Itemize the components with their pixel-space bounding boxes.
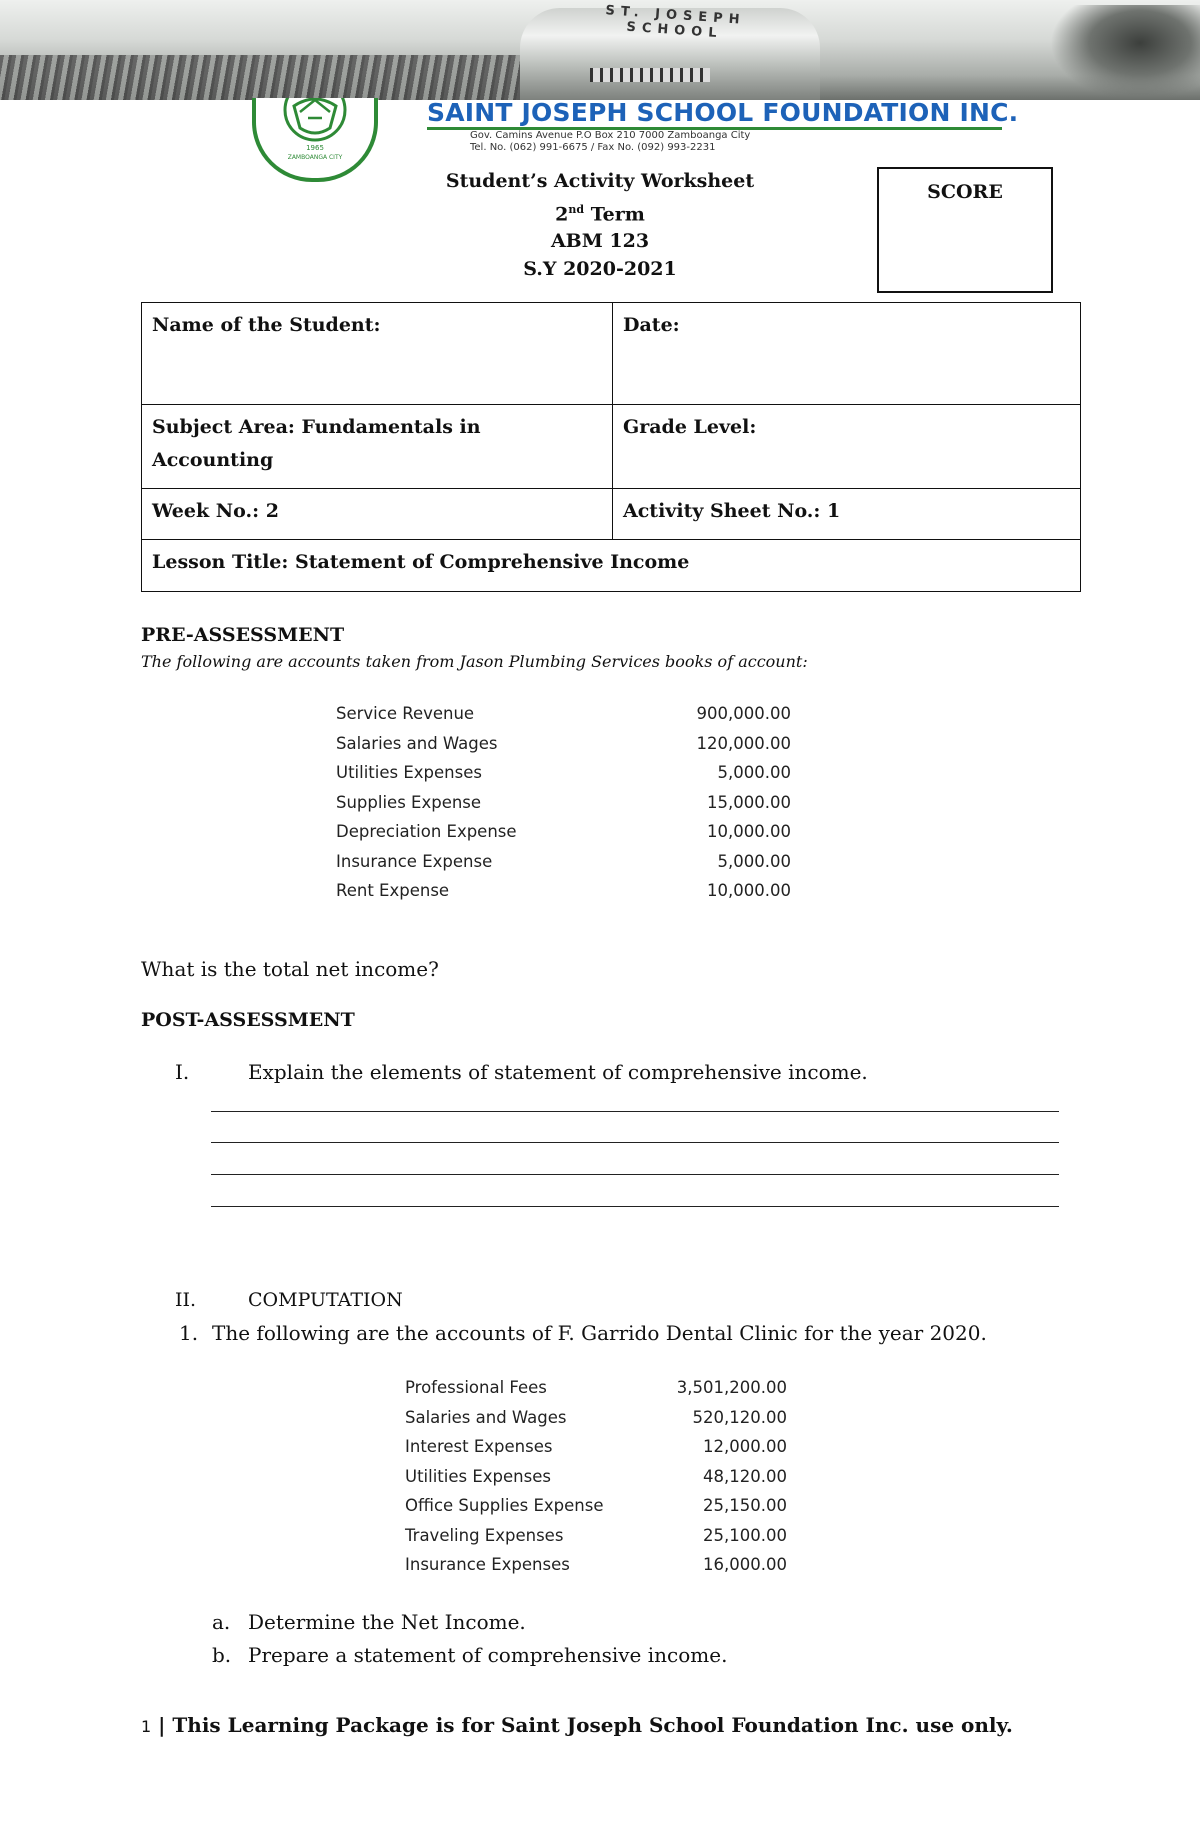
sub-1-text: The following are the accounts of F. Garrido Dental Clinic for the year 2020. (212, 1321, 987, 1345)
logo-year: 1965 (306, 144, 324, 152)
school-name: SAINT JOSEPH SCHOOL FOUNDATION INC. (427, 98, 1019, 127)
account-name: Salaries and Wages (405, 1407, 567, 1427)
account-name: Office Supplies Expense (405, 1496, 604, 1515)
account-name: Professional Fees (405, 1378, 547, 1397)
account-name: Rent Expense (336, 881, 450, 900)
account-row (336, 788, 791, 818)
task-b-text: Prepare a statement of comprehensive income. (248, 1643, 728, 1667)
answer-line[interactable] (211, 1142, 1059, 1143)
footer-separator: | (158, 1713, 166, 1737)
account-amount: 5,000.00 (717, 763, 791, 782)
account-amount: 25,150.00 (703, 1496, 787, 1515)
account-row (405, 1462, 787, 1492)
grade-level-field[interactable]: Grade Level: (613, 405, 1081, 489)
account-name: Insurance Expenses (405, 1555, 570, 1574)
school-address (470, 130, 750, 154)
account-name: Utilities Expenses (336, 763, 482, 782)
account-row (336, 817, 791, 847)
name-field[interactable]: Name of the Student: (142, 303, 613, 405)
worksheet-term: 2nd Term (555, 202, 645, 225)
item-1-number: I. (175, 1060, 190, 1084)
activity-sheet-cell: Activity Sheet No.: 1 (613, 489, 1081, 540)
task-a-text: Determine the Net Income. (248, 1610, 526, 1634)
week-no-cell: Week No.: 2 (142, 489, 613, 540)
account-row (336, 758, 791, 788)
account-amount: 520,120.00 (692, 1407, 787, 1427)
page-footer (141, 1713, 1013, 1737)
account-amount: 25,100.00 (703, 1525, 787, 1545)
account-name: Salaries and Wages (336, 733, 498, 753)
account-row (405, 1491, 787, 1521)
task-a-number: a. (212, 1610, 231, 1634)
lesson-title-cell: Lesson Title: Statement of Comprehensive Income (142, 540, 1081, 592)
worksheet-title: Student’s Activity Worksheet (445, 170, 755, 192)
account-name: Insurance Expense (336, 851, 493, 871)
pre-assessment-heading: PRE-ASSESSMENT (141, 624, 345, 646)
account-amount: 48,120.00 (703, 1466, 787, 1486)
pre-assessment-intro: The following are accounts taken from Jason Plumbing Services books of account: (141, 652, 808, 671)
account-amount: 3,501,200.00 (676, 1378, 787, 1397)
account-amount: 10,000.00 (707, 881, 791, 900)
account-amount: 15,000.00 (707, 792, 791, 812)
worksheet-heading (360, 168, 840, 283)
account-name: Service Revenue (336, 704, 475, 723)
score-box (877, 167, 1053, 293)
account-row (405, 1403, 787, 1433)
subject-area-cell: Subject Area: Fundamentals in Accounting (142, 405, 613, 489)
account-row (405, 1550, 787, 1580)
item-2-number: II. (175, 1289, 197, 1311)
account-amount: 12,000.00 (703, 1437, 787, 1456)
worksheet-course: ABM 123 (550, 230, 650, 253)
address-line-2: Tel. No. (062) 991-6675 / Fax No. (092) 993-2231 (470, 142, 716, 153)
address-line-1: Gov. Camins Avenue P.O Box 210 7000 Zamboanga City (470, 130, 751, 141)
account-row (405, 1373, 787, 1403)
post-assessment-heading: POST-ASSESSMENT (141, 1009, 355, 1031)
answer-line[interactable] (211, 1174, 1059, 1175)
account-amount: 120,000.00 (696, 733, 791, 753)
logo-city: ZAMBOANGA CITY (287, 154, 343, 161)
header-banner-photo (0, 0, 1200, 100)
account-name: Utilities Expenses (405, 1466, 551, 1486)
account-name: Traveling Expenses (405, 1525, 564, 1545)
building-sign: ST. JOSEPH SCHOOL (605, 3, 747, 42)
account-row (336, 847, 791, 877)
item-1-text: Explain the elements of statement of comprehensive income. (248, 1060, 868, 1084)
task-b-number: b. (212, 1643, 232, 1667)
item-2-text: COMPUTATION (248, 1289, 403, 1311)
account-amount: 5,000.00 (717, 851, 791, 871)
account-row (336, 729, 791, 759)
date-field[interactable]: Date: (613, 303, 1081, 405)
pre-question: What is the total net income? (141, 957, 439, 981)
sub-1-number: 1. (179, 1321, 199, 1345)
banner-trees-left (0, 55, 520, 100)
account-row (336, 876, 791, 906)
pre-accounts-list (336, 699, 791, 906)
student-info-table (141, 302, 1081, 592)
building-railing (590, 68, 710, 82)
post-accounts-list (405, 1373, 787, 1580)
worksheet-school-year: S.Y 2020-2021 (523, 257, 677, 280)
account-amount: 10,000.00 (707, 822, 791, 841)
banner-trees-right (1050, 5, 1200, 100)
score-label: SCORE (927, 181, 1003, 203)
account-amount: 16,000.00 (703, 1555, 787, 1574)
answer-line[interactable] (211, 1111, 1059, 1112)
page-number: 1 (141, 1717, 152, 1736)
account-name: Supplies Expense (336, 792, 482, 812)
footer-text: This Learning Package is for Saint Joseph School Foundation Inc. use only. (172, 1713, 1013, 1737)
answer-line[interactable] (211, 1206, 1059, 1207)
account-name: Interest Expenses (405, 1437, 553, 1456)
account-amount: 900,000.00 (696, 704, 791, 723)
account-row (405, 1432, 787, 1462)
account-row (336, 699, 791, 729)
account-name: Depreciation Expense (336, 822, 517, 841)
account-row (405, 1521, 787, 1551)
